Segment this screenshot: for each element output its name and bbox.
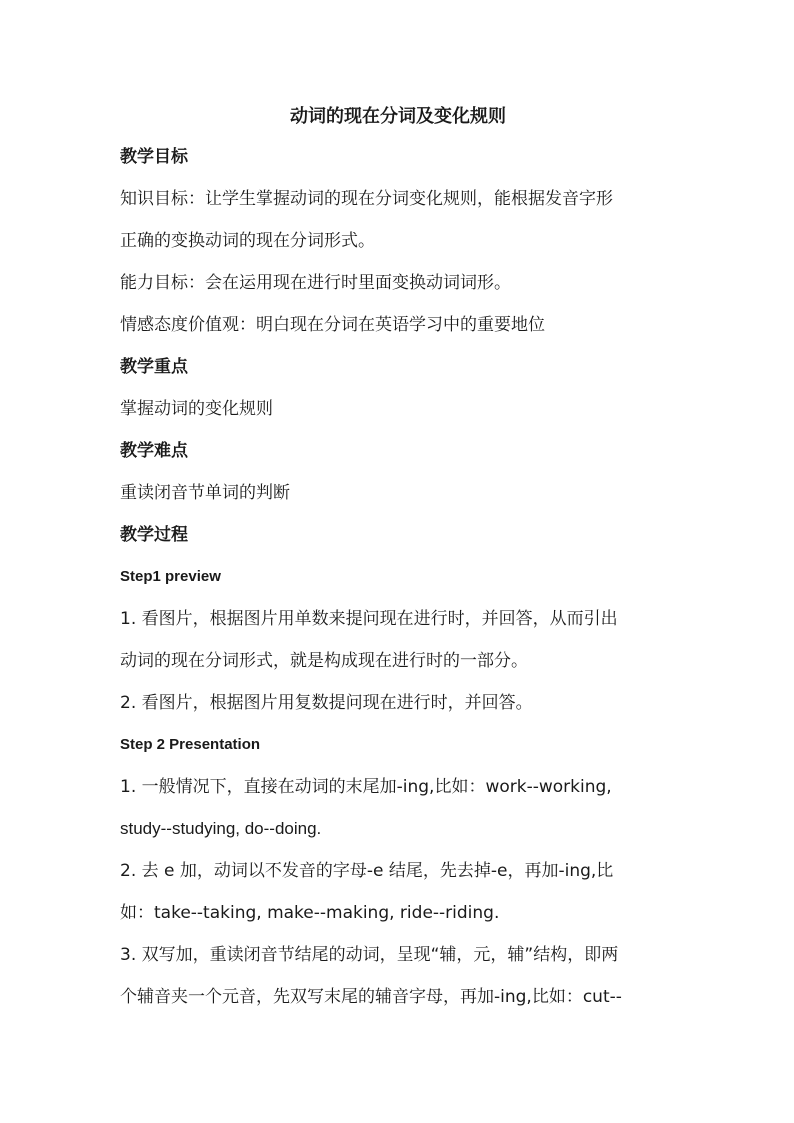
section-heading-difficulty: 教学难点 xyxy=(120,441,188,461)
step2-item2-line2: 如：take--taking, make--making, ride--riding. xyxy=(120,903,500,923)
step2-item3-line1: 3. 双写加，重读闭音节结尾的动词，呈现“辅，元，辅”结构，即两 xyxy=(120,945,619,965)
section-heading-process: 教学过程 xyxy=(120,525,188,545)
step1-item2: 2. 看图片，根据图片用复数提问现在进行时，并回答。 xyxy=(120,693,533,713)
step2-item1-line2: study--studying, do--doing. xyxy=(120,819,322,838)
step2-item1-line1: 1. 一般情况下，直接在动词的末尾加-ing,比如：work--working, xyxy=(120,777,612,797)
section-heading-focus: 教学重点 xyxy=(120,357,188,377)
step2-item2-line1: 2. 去 e 加，动词以不发音的字母-e 结尾，先去掉-e，再加-ing,比 xyxy=(120,861,614,881)
step1-item1-line2: 动词的现在分词形式，就是构成现在进行时的一部分。 xyxy=(120,651,528,671)
paragraph-knowledge-goal-2: 正确的变换动词的现在分词形式。 xyxy=(120,231,375,251)
paragraph-focus: 掌握动词的变化规则 xyxy=(120,399,273,419)
document-title: 动词的现在分词及变化规则 xyxy=(290,106,506,127)
paragraph-knowledge-goal-1: 知识目标：让学生掌握动词的现在分词变化规则，能根据发音字形 xyxy=(120,189,613,209)
section-heading-goals: 教学目标 xyxy=(120,147,188,167)
step1-item1-line1: 1. 看图片，根据图片用单数来提问现在进行时，并回答，从而引出 xyxy=(120,609,618,629)
step2-item3-line2: 个辅音夹一个元音，先双写末尾的辅音字母，再加-ing,比如：cut-- xyxy=(120,987,622,1007)
paragraph-difficulty: 重读闭音节单词的判断 xyxy=(120,483,290,503)
document-body xyxy=(120,98,680,1018)
paragraph-ability-goal: 能力目标：会在运用现在进行时里面变换动词词形。 xyxy=(120,273,511,293)
paragraph-attitude-goal: 情感态度价值观：明白现在分词在英语学习中的重要地位 xyxy=(120,315,545,335)
step2-heading: Step 2 Presentation xyxy=(120,736,261,753)
step1-heading: Step1 preview xyxy=(120,568,221,585)
